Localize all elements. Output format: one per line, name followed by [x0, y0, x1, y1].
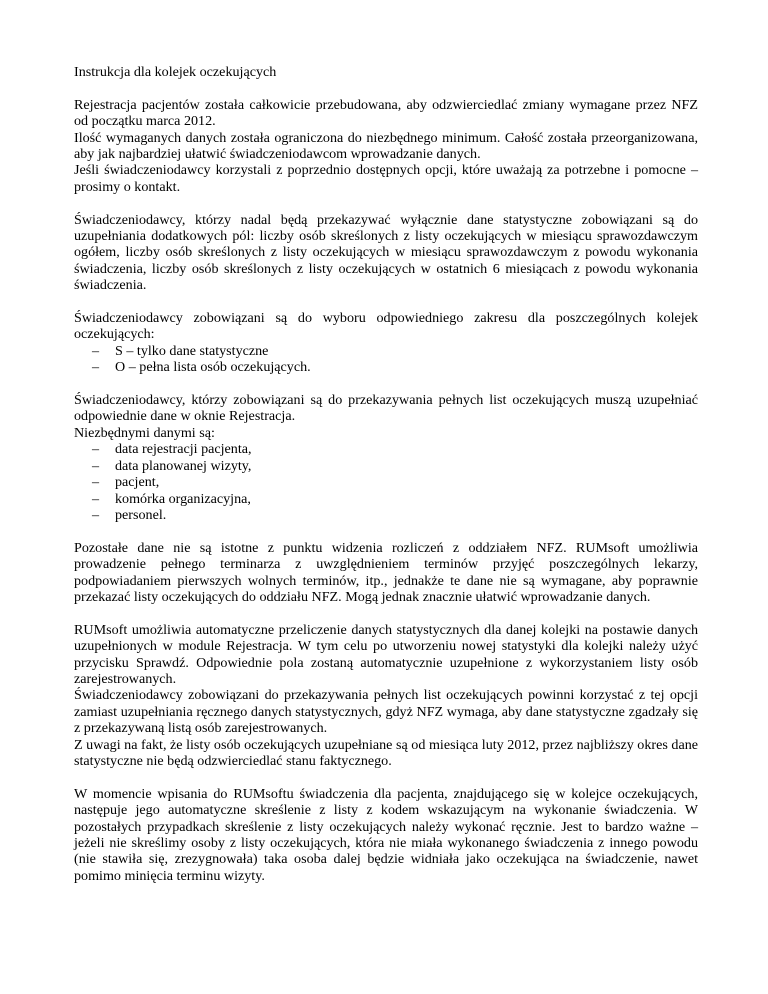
dash-bullet: –	[92, 359, 100, 376]
list-item	[74, 507, 698, 523]
other-data-paragraph: Pozostałe dane nie są istotne z punktu widzenia rozliczeń z oddziałem NFZ. RUMsoft umożliwia prowadzenie pełnego terminarza z uwzględnieniem terminów przyjęć poszczególnych lekarzy, podpowiadaniem pierwszych wolnych terminów, itp., jednakże te dane nie są wymagane, aby poprawnie przekazać listy oczekujących do oddziału NFZ. Mogą jednak znacznie ułatwić wprowadzanie danych.	[74, 539, 698, 605]
document-title: Instrukcja dla kolejek oczekujących	[74, 64, 277, 80]
intro-line: Rejestracja pacjentów została całkowicie przebudowana, aby odzwierciedlać zmiany wymagane przez NFZ od początku marca 2012.	[74, 96, 698, 130]
list-item	[74, 359, 698, 375]
list-item	[74, 474, 698, 490]
required-heading: Niezbędnymi danymi są:	[74, 424, 215, 441]
list-item-text: data rejestracji pacjenta,	[115, 441, 252, 458]
list-item	[74, 441, 698, 457]
list-item-text: O – pełna lista osób oczekujących.	[115, 359, 311, 376]
dash-bullet: –	[92, 342, 100, 359]
scope-paragraph: Świadczeniodawcy zobowiązani są do wyboru odpowiedniego zakresu dla poszczególnych kolejek oczekujących:	[74, 310, 698, 343]
list-item	[74, 458, 698, 474]
dash-bullet: –	[92, 441, 100, 458]
dash-bullet: –	[92, 506, 100, 523]
list-item	[74, 491, 698, 507]
intro-line: Ilość wymaganych danych została ograniczona do niezbędnego minimum. Całość została przeorganizowana, aby jak najbardziej ułatwić świadczeniodawcom wprowadzanie danych.	[74, 129, 698, 163]
intro-paragraph	[74, 97, 698, 195]
list-item-text: pacjent,	[115, 474, 160, 491]
full-list-paragraph	[74, 392, 698, 441]
removal-paragraph: W momencie wpisania do RUMsoftu świadczenia dla pacjenta, znajdującego się w kolejce oczekujących, następuje jego automatyczne skreślenie z listy z kodem wskazującym na wykonanie świadczenia. W pozostałych przypadkach skreślenie z listy oczekujących należy wykonać ręcznie. Jest to bardzo ważne – jeżeli nie skreślimy osoby z listy oczekujących, która nie miała wykonanego świadczenia z innego powodu (nie stawiła się, zrezygnowała) taka osoba dalej będzie widniała jako oczekująca na świadczenie, nawet pomimo minięcia terminu wizyty.	[74, 785, 698, 884]
list-item-text: personel.	[115, 506, 167, 523]
dash-bullet: –	[92, 490, 100, 507]
list-item-text: data planowanej wizyty,	[115, 457, 252, 474]
stats-paragraph: Świadczeniodawcy, którzy nadal będą przekazywać wyłącznie dane statystyczne zobowiązani są do uzupełniania dodatkowych pól: liczby osób skreślonych z listy oczekujących w miesiącu sprawozdawczym ogółem, liczby osób skreślonych z listy oczekujących w miesiącu sprawozdawczym z powodu wykonania świadczenia, liczby osób skreślonych z listy oczekujących w ostatnich 6 miesiącach z powodu wykonania świadczenia.	[74, 211, 698, 294]
auto-calc-line: Z uwagi na fakt, że listy osób oczekujących uzupełniane są od miesiąca luty 2012, przez najbliższy okres dane statystyczne nie będą odzwierciedlać stanu faktycznego.	[74, 736, 698, 769]
full-list-text: Świadczeniodawcy, którzy zobowiązani są do przekazywania pełnych list oczekujących muszą uzupełniać odpowiednie dane w oknie Rejestracja.	[74, 392, 698, 425]
auto-calc-paragraph	[74, 622, 698, 770]
intro-line: Jeśli świadczeniodawcy korzystali z poprzednio dostępnych opcji, które uważają za potrzebne i pomocne – prosimy o kontakt.	[74, 162, 698, 195]
auto-calc-line: Świadczeniodawcy zobowiązani do przekazywania pełnych list oczekujących powinni korzystać z tej opcji zamiast uzupełniania ręcznego danych statystycznych, gdyż NFZ wymaga, aby dane statystyczne zgadzały się z przekazywaną listą osób zarejestrowanych.	[74, 687, 698, 737]
scope-list	[74, 343, 698, 376]
list-item-text: S – tylko dane statystyczne	[115, 342, 269, 359]
list-item-text: komórka organizacyjna,	[115, 490, 251, 507]
list-item	[74, 343, 698, 359]
auto-calc-line: RUMsoft umożliwia automatyczne przeliczenie danych statystycznych dla danej kolejki na postawie danych uzupełnionych w module Rejestracja. W tym celu po utworzeniu nowej statystyki dla kolejki należy użyć przycisku Sprawdź. Odpowiednie pola zostaną automatycznie uzupełnione z wykorzystaniem listy osób zarejestrowanych.	[74, 621, 698, 687]
required-list	[74, 441, 698, 523]
document-page	[74, 64, 698, 901]
dash-bullet: –	[92, 457, 100, 474]
dash-bullet: –	[92, 474, 100, 491]
